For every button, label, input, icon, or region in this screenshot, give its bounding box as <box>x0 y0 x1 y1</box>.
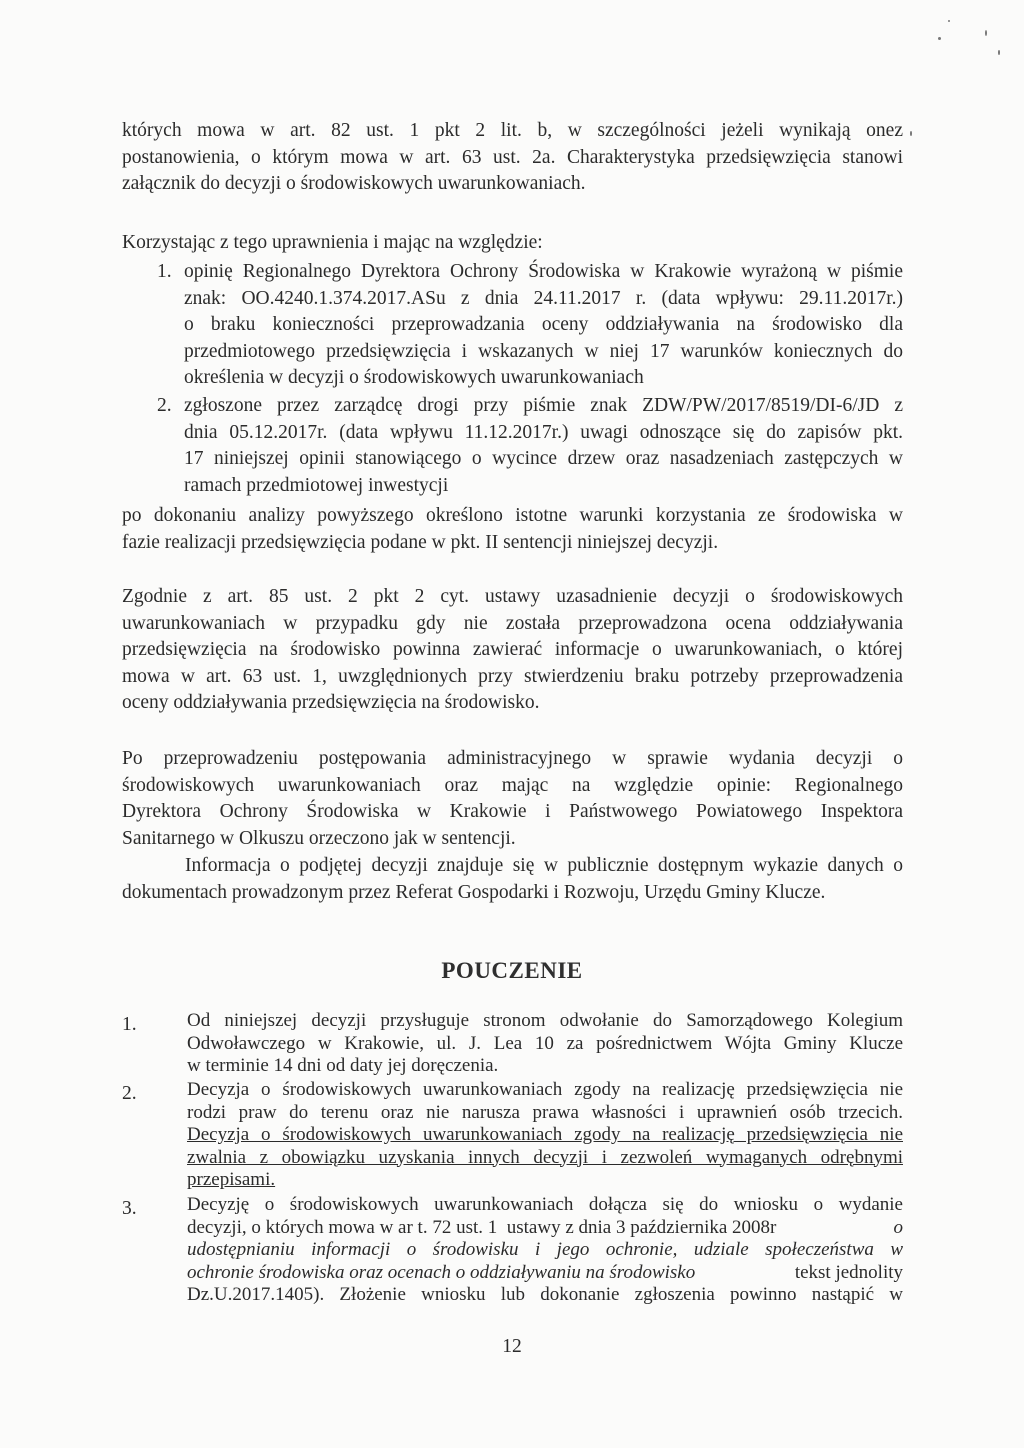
scan-speck <box>910 131 912 136</box>
pouczenie-item-prawa-do-terenu <box>187 1079 903 1192</box>
underlined-text-line: zwalnia z obowiązku uzyskania innych decyzji i zezwoleń wymaganych odrębnymi <box>187 1146 903 1168</box>
text-line: mowa w art. 63 ust. 1, uwzględnionych przy stwierdzeniu braku potrzeby przeprowadzenia <box>122 665 903 687</box>
list-number: 1. <box>122 1014 137 1035</box>
list-item-zarzadca-drogi <box>184 393 903 499</box>
korzystajac-line <box>122 230 903 257</box>
text-line: oceny oddziaływania przedsięwzięcia na środowisko. <box>122 692 540 713</box>
list-item-opinia-rdos <box>184 259 903 392</box>
text-line: uwarunkowaniach w przypadku gdy nie została przeprowadzona ocena oddziaływania <box>122 612 903 634</box>
scan-speck <box>948 20 950 22</box>
page-number: 12 <box>502 1336 522 1357</box>
text-line: znak: OO.4240.1.374.2017.ASu z dnia 24.11.2017 r. (data wpływu: 29.11.2017r.) <box>184 287 903 309</box>
pouczenie-item-wniosek <box>187 1194 903 1307</box>
text-line: Korzystając z tego uprawnienia i mając na względzie: <box>122 232 543 253</box>
pouczenie-heading: POUCZENIE <box>441 958 583 983</box>
text-line: opinię Regionalnego Dyrektora Ochrony Środowiska w Krakowie wyrażoną w piśmie <box>184 261 903 282</box>
list-number: 1. <box>157 261 172 282</box>
scan-speck <box>998 50 1000 55</box>
text-line: Odwoławczego w Krakowie, ul. J. Lea 10 za pośrednictwem Wójta Gminy Klucze <box>187 1032 903 1054</box>
text-line: Dyrektora Ochrony Środowiska w Krakowie i Państwowego Powiatowego Inspektora <box>122 801 903 822</box>
list-number: 3. <box>122 1198 137 1219</box>
list-number: 2. <box>122 1083 137 1104</box>
text-line <box>187 1262 903 1285</box>
text-line: po dokonaniu analizy powyższego określono istotne warunki korzystania ze środowiska w <box>122 505 903 526</box>
text-fragment: decyzji, o których mowa w ar t. 72 ust. 1 ustawy z dnia 3 października 2008r <box>187 1216 782 1238</box>
text-line <box>187 1217 903 1240</box>
underlined-text-line: przepisami. <box>187 1169 276 1190</box>
text-fragment: tekst jednolity <box>790 1261 903 1283</box>
text-line: postanowienia, o którym mowa w art. 63 ust. 2a. Charakterystyka przedsięwzięcia stanowi <box>122 146 903 168</box>
po-dokonaniu-paragraph <box>122 503 903 556</box>
underlined-text-line: Decyzja o środowiskowych uwarunkowaniach zgody na realizację przedsięwzięcia nie <box>187 1124 903 1145</box>
scan-speck <box>985 30 987 36</box>
italic-fragment: o <box>893 1216 903 1238</box>
italic-fragment: ochronie środowiska oraz ocenach o oddziaływaniu na środowisko <box>187 1261 696 1283</box>
text-line: zgłoszone przez zarządcę drogi przy piśmie znak ZDW/PW/2017/8519/DI-6/JD z <box>184 395 903 416</box>
text-line: określenia w decyzji o środowiskowych uwarunkowaniach <box>184 367 644 388</box>
text-line: przedmiotowego przedsięwzięcia i wskazanych w niej 17 warunków koniecznych do <box>184 340 903 362</box>
text-line: Od niniejszej decyzji przysługuje stronom odwołanie do Samorządowego Kolegium <box>187 1010 903 1031</box>
text-line: Dz.U.2017.1405). Złożenie wniosku lub dokonanie zgłoszenia powinno nastąpić w <box>187 1284 903 1305</box>
text-line: rodzi praw do terenu oraz nie narusza prawa własności i uprawnień osób trzecich. <box>187 1101 903 1123</box>
italic-text-line: udostępnianiu informacji o środowisku i jego ochronie, udziale społeczeństwa w <box>187 1239 903 1260</box>
text-line: w terminie 14 dni od daty jej doręczenia. <box>187 1055 499 1076</box>
text-line: Sanitarnego w Olkuszu orzeczono jak w sentencji. <box>122 827 516 849</box>
pouczenie-item-odwolanie <box>187 1010 903 1078</box>
text-line: fazie realizacji przedsięwzięcia podane w pkt. II sentencji niniejszej decyzji. <box>122 531 719 553</box>
informacja-paragraph <box>122 853 903 906</box>
text-line: ramach przedmiotowej inwestycji <box>184 474 449 496</box>
zgodnie-paragraph <box>122 584 903 717</box>
text-line: Decyzja o środowiskowych uwarunkowaniach zgody na realizację przedsięwzięcia nie <box>187 1079 903 1100</box>
text-line: Zgodnie z art. 85 ust. 2 pkt 2 cyt. ustawy uzasadnienie decyzji o środowiskowych <box>122 586 903 607</box>
text-line: załącznik do decyzji o środowiskowych uwarunkowaniach. <box>122 173 586 194</box>
text-line: o braku konieczności przeprowadzania oceny oddziaływania na środowisko dla <box>184 314 903 335</box>
scan-speck <box>938 37 941 40</box>
list-number: 2. <box>157 395 172 416</box>
text-line: 17 niniejszej opinii stanowiącego o wycince drzew oraz nasadzeniach zastępczych w <box>184 448 903 469</box>
text-line: przedsięwzięcia na środowisko powinna zawierać informacje o uwarunkowaniach, o której <box>122 639 903 660</box>
intro-paragraph <box>122 118 903 198</box>
po-przeprowadzeniu-paragraph <box>122 746 903 852</box>
text-line: Decyzję o środowiskowych uwarunkowaniach dołącza się do wniosku o wydanie <box>187 1194 903 1215</box>
text-line: środowiskowych uwarunkowaniach oraz mając na względzie opinie: Regionalnego <box>122 774 903 796</box>
text-line: których mowa w art. 82 ust. 1 pkt 2 lit. b, w szczególności jeżeli wynikają onez <box>122 120 903 141</box>
text-line: Po przeprowadzeniu postępowania administracyjnego w sprawie wydania decyzji o <box>122 748 903 769</box>
text-line: dokumentach prowadzonym przez Referat Gospodarki i Rozwoju, Urzędu Gminy Klucze. <box>122 881 826 903</box>
text-line: dnia 05.12.2017r. (data wpływu 11.12.2017r.) uwagi odnoszące się do zapisów pkt. <box>184 421 903 443</box>
text-line: Informacja o podjętej decyzji znajduje się w publicznie dostępnym wykazie danych o <box>185 855 903 876</box>
